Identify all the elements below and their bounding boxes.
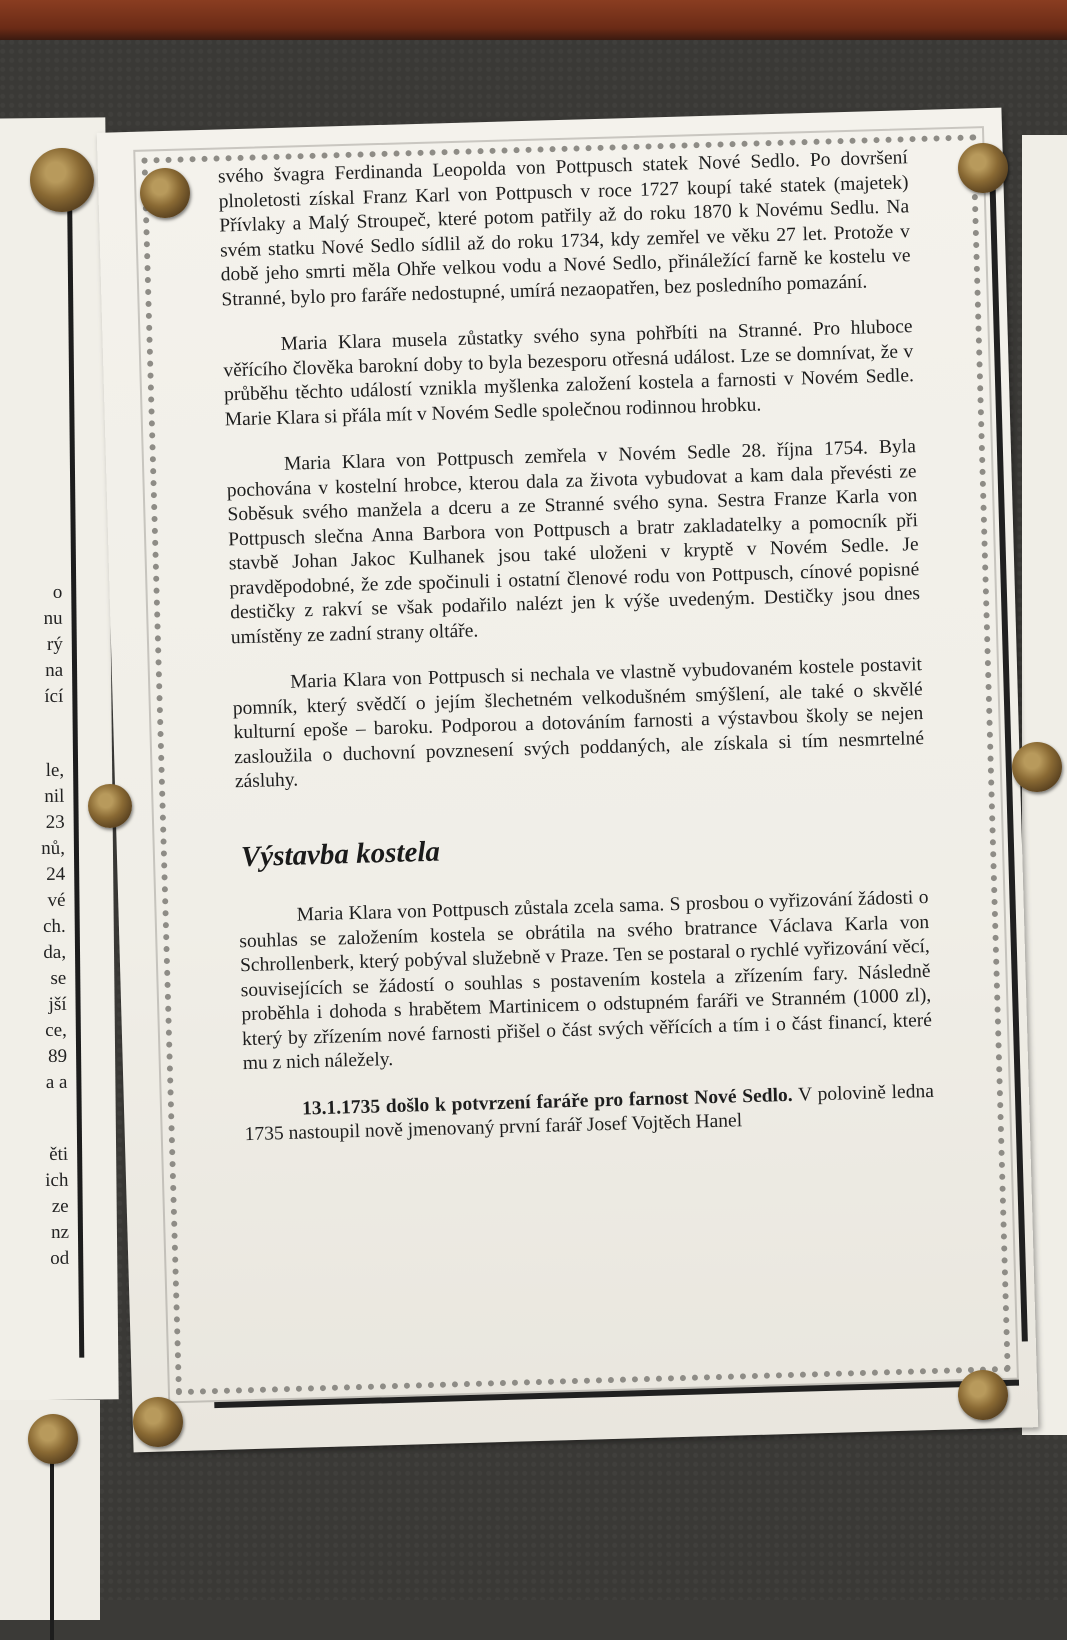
paragraph-5: Maria Klara von Pottpusch zůstala zcela sama. S prosbou o vyřizování žádosti o souhlas se založením kostela se obrátila na svého bratrance Václava Karla von Schrollenberk, který pobýval služebně v Praze. Ten se postaral o rychlé vyřizování věcí, souvisejících se žádostí o souhlas s postavením kostela a zřízením fary. Následně proběhla i dohoda s hrabětem Martinicem o odstupném faráři ve Stranném (1000 zl), který by zřízením nové farnosti přišel o část svých věřících a tím i o část financí, které mu z nich náležely. [239, 886, 933, 1075]
wooden-frame [0, 0, 1067, 40]
fragment-line: ce, [45, 1019, 67, 1042]
paragraph-6-bold: 13.1.1735 došlo k potvrzení faráře pro farnost Nové Sedlo. [301, 1084, 793, 1120]
left-sheet-border-line [67, 208, 84, 1358]
pin-icon [28, 1414, 78, 1464]
paragraph-6-rest: V polovině ledna 1735 nastoupil nově jmenovaný první farář Josef Vojtěch Hanel [244, 1080, 935, 1146]
lower-left-sheet-line [50, 1440, 54, 1640]
paragraph-4: Maria Klara von Pottpusch si nechala ve vlastně vybudovaném kostele postavit pomník, který svědčí o jejím šlechetném velkodušném smýšlení, ale také o skvělé kulturní epoše – baroku. Podporou a dotováním farnosti a výstavbou školy se nejen zasloužila o duchovní povznesení svých poddaných, ale získala si tím nesmrtelné zásluhy. [232, 654, 925, 793]
pin-icon [133, 1397, 183, 1447]
pin-icon [958, 143, 1008, 193]
fragment-line: a a [45, 1071, 68, 1094]
paragraph-6 [244, 1079, 935, 1147]
pin-icon [88, 784, 132, 828]
fragment-line: 24 [46, 863, 66, 886]
fragment-line: nil [44, 785, 65, 808]
fragment-line: ch. [42, 915, 66, 938]
left-fragment-group3 [0, 1142, 69, 1273]
fragment-line: nz [50, 1221, 70, 1243]
fragment-line: nu [43, 607, 63, 630]
section-heading: Výstavba kostela [240, 835, 441, 873]
fragment-line: 23 [45, 811, 65, 834]
left-fragment-group1 [0, 580, 63, 711]
fragment-line: rý [46, 633, 63, 655]
fragment-line: da, [43, 941, 67, 964]
fragment-line: nů, [41, 837, 66, 860]
fragment-line: vé [47, 889, 66, 911]
paragraph-3: Maria Klara von Pottpusch zemřela v Novém Sedle 28. října 1754. Byla pochována v kostelní hrobce, kterou dala za života vybudovat a kam dala převésti ze Soběsuk svého manžela a dceru a ze Stranné svého syna. Sestra Franze Karla von Pottpusch slečna Anna Barbora von Pottpusch a bratr zakladatelky a pomocník při stavbě Johan Jakoc Kulhanek jsou také uloženi v kryptě v Novém Sedle. Je pravděpodobné, že zde spočinuli i ostatní členové rodu von Pottpusch, cínové popisné destičky z rakví se však podařilo nalézt jen k výše uvedeným. Destičky jsou dnes umístěny ze zadní strany oltáře. [226, 436, 921, 648]
fragment-line: le, [45, 759, 65, 782]
paragraph-2: Maria Klara musela zůstatky svého syna pohřbíti na Stranné. Pro hluboce věřícího člověka barokní doby to byla bezesporu otřesná událost. Lze se domnívat, že v průběhu těchto událostí vznikla myšlenka založení kostela a farnosti v Novém Sedle. Marie Klara si přála mít v Novém Sedle společnou rodinnou hrobku. [223, 316, 915, 430]
fragment-line: ze [51, 1195, 69, 1217]
fragment-line: o [52, 581, 63, 603]
fragment-line: ící [44, 685, 64, 708]
pin-icon [1012, 742, 1062, 792]
document-sheet [97, 108, 1039, 1453]
pin-icon [30, 148, 94, 212]
document-body [218, 146, 936, 1169]
fragment-line: od [50, 1247, 70, 1269]
fragment-line: ich [45, 1169, 69, 1192]
fragment-line: na [45, 659, 64, 682]
left-fragment-group2 [0, 758, 68, 1097]
fragment-line: ěti [49, 1143, 69, 1165]
pin-icon [958, 1370, 1008, 1420]
paragraph-1: svého švagra Ferdinanda Leopolda von Pottpusch statek Nové Sedlo. Po dovršení plnoletosti získal Franz Karl von Pottpusch v roce 1727 koupí také statek (majetek) Přívlaky a Malý Stroupeč, které potom patřily až do roku 1870 k Novému Sedlu. Na svém statku Nové Sedlo sídlil až do roku 1734, kdy zemřel ve věku 27 let. Protože v době jeho smrti měla Ohře velkou vodu a Nové Sedlo, přináležící farně ke kostelu ve Stranné, bylo pro faráře nedostupné, umírá nezaopatřen, bez posledního pomazání. [217, 147, 911, 310]
fragment-line: se [50, 967, 67, 989]
fragment-line: jší [48, 993, 67, 1015]
pin-icon [140, 168, 190, 218]
fragment-line: 89 [48, 1045, 68, 1067]
